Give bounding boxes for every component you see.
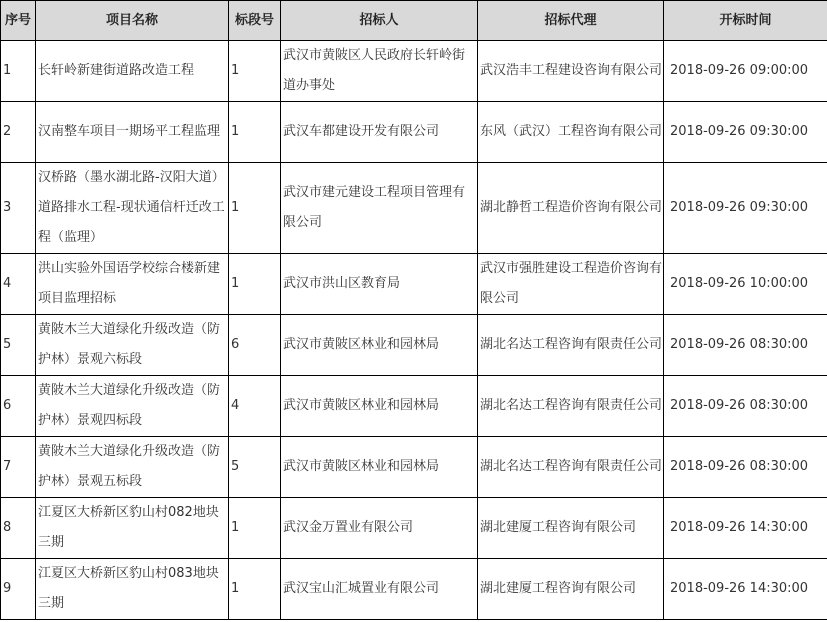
- cell-open-time: 2018-09-26 08:30:00: [664, 376, 827, 437]
- table-row: [1, 41, 827, 102]
- cell-agent: 湖北建厦工程咨询有限公司: [478, 559, 664, 620]
- cell-agent: 武汉浩丰工程建设咨询有限公司: [478, 41, 664, 102]
- cell-agent: 东风（武汉）工程咨询有限公司: [478, 102, 664, 163]
- header-section-no: 标段号: [229, 1, 281, 41]
- cell-no: 1: [1, 41, 36, 102]
- cell-no: 6: [1, 376, 36, 437]
- cell-project-name: 江夏区大桥新区豹山村082地块三期: [36, 498, 229, 559]
- cell-tenderer: 武汉市黄陂区林业和园林局: [281, 437, 478, 498]
- cell-project-name: 黄陂木兰大道绿化升级改造（防护林）景观五标段: [36, 437, 229, 498]
- cell-open-time: 2018-09-26 09:30:00: [664, 102, 827, 163]
- cell-no: 7: [1, 437, 36, 498]
- cell-open-time: 2018-09-26 10:00:00: [664, 254, 827, 315]
- cell-tenderer: 武汉金万置业有限公司: [281, 498, 478, 559]
- header-agent: 招标代理: [478, 1, 664, 41]
- table-row: [1, 163, 827, 254]
- cell-no: 4: [1, 254, 36, 315]
- cell-tenderer: 武汉市黄陂区林业和园林局: [281, 315, 478, 376]
- cell-section-no: 5: [229, 437, 281, 498]
- cell-no: 3: [1, 163, 36, 254]
- cell-agent: 湖北静哲工程造价咨询有限公司: [478, 163, 664, 254]
- table-row: [1, 102, 827, 163]
- cell-project-name: 汉桥路（墨水湖北路-汉阳大道）道路排水工程-现状通信杆迁改工程（监理）: [36, 163, 229, 254]
- cell-project-name: 江夏区大桥新区豹山村083地块三期: [36, 559, 229, 620]
- cell-project-name: 长轩岭新建街道路改造工程: [36, 41, 229, 102]
- cell-no: 2: [1, 102, 36, 163]
- cell-open-time: 2018-09-26 14:30:00: [664, 559, 827, 620]
- table-row: [1, 254, 827, 315]
- cell-section-no: 1: [229, 41, 281, 102]
- header-project-name: 项目名称: [36, 1, 229, 41]
- table-row: [1, 376, 827, 437]
- table-row: [1, 437, 827, 498]
- cell-tenderer: 武汉市建元建设工程项目管理有限公司: [281, 163, 478, 254]
- cell-section-no: 1: [229, 254, 281, 315]
- cell-open-time: 2018-09-26 09:30:00: [664, 163, 827, 254]
- cell-section-no: 1: [229, 498, 281, 559]
- header-tenderer: 招标人: [281, 1, 478, 41]
- cell-open-time: 2018-09-26 09:00:00: [664, 41, 827, 102]
- cell-open-time: 2018-09-26 08:30:00: [664, 437, 827, 498]
- cell-no: 8: [1, 498, 36, 559]
- cell-section-no: 4: [229, 376, 281, 437]
- cell-section-no: 1: [229, 559, 281, 620]
- header-no: 序号: [1, 1, 36, 41]
- cell-agent: 湖北名达工程咨询有限责任公司: [478, 315, 664, 376]
- table-body: [1, 41, 827, 620]
- cell-section-no: 1: [229, 163, 281, 254]
- table-row: [1, 498, 827, 559]
- cell-project-name: 汉南整车项目一期场平工程监理: [36, 102, 229, 163]
- cell-project-name: 洪山实验外国语学校综合楼新建项目监理招标: [36, 254, 229, 315]
- cell-no: 5: [1, 315, 36, 376]
- cell-section-no: 1: [229, 102, 281, 163]
- cell-open-time: 2018-09-26 14:30:00: [664, 498, 827, 559]
- header-open-time: 开标时间: [664, 1, 827, 41]
- cell-agent: 湖北名达工程咨询有限责任公司: [478, 376, 664, 437]
- cell-agent: 武汉市强胜建设工程造价咨询有限公司: [478, 254, 664, 315]
- table-row: [1, 315, 827, 376]
- cell-tenderer: 武汉车都建设开发有限公司: [281, 102, 478, 163]
- cell-agent: 湖北名达工程咨询有限责任公司: [478, 437, 664, 498]
- cell-agent: 湖北建厦工程咨询有限公司: [478, 498, 664, 559]
- cell-tenderer: 武汉市黄陂区林业和园林局: [281, 376, 478, 437]
- table-header: [1, 1, 827, 41]
- cell-project-name: 黄陂木兰大道绿化升级改造（防护林）景观六标段: [36, 315, 229, 376]
- cell-tenderer: 武汉市黄陂区人民政府长轩岭街道办事处: [281, 41, 478, 102]
- cell-no: 9: [1, 559, 36, 620]
- header-row: [1, 1, 827, 41]
- cell-tenderer: 武汉市洪山区教育局: [281, 254, 478, 315]
- table-row: [1, 559, 827, 620]
- cell-project-name: 黄陂木兰大道绿化升级改造（防护林）景观四标段: [36, 376, 229, 437]
- cell-tenderer: 武汉宝山汇城置业有限公司: [281, 559, 478, 620]
- cell-section-no: 6: [229, 315, 281, 376]
- cell-open-time: 2018-09-26 08:30:00: [664, 315, 827, 376]
